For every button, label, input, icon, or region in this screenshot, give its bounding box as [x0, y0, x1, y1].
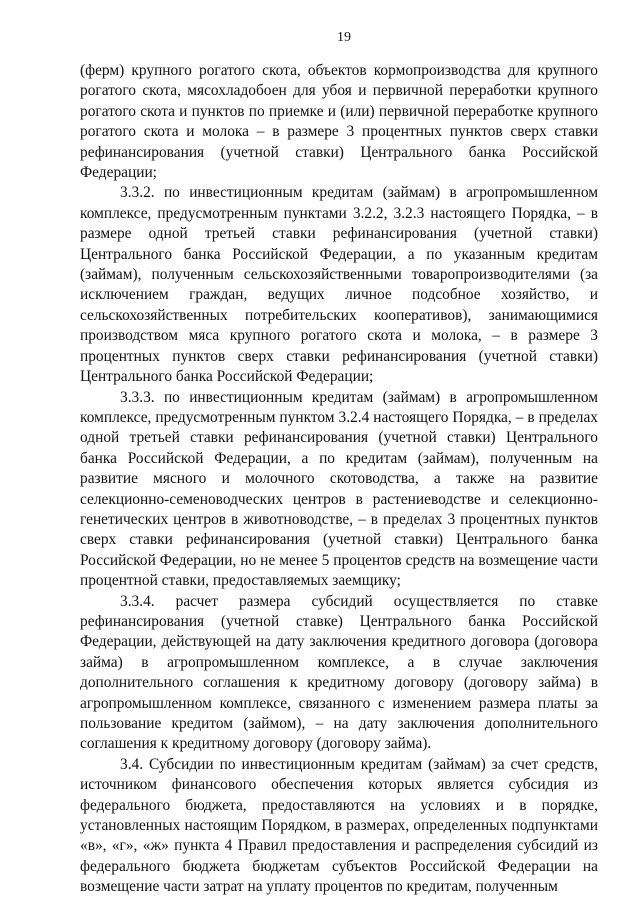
- page-number: 19: [337, 30, 351, 45]
- document-body: [80, 61, 598, 898]
- paragraph-continuation: (ферм) крупного рогатого скота, объектов кормопроизводства для крупного рогатого скота, мясохладобоен для убоя и первичной переработки крупного рогатого скота и пунктов по приемке и (или) первичной переработке крупного рогатого скота и молока – в размере 3 процентных пунктов сверх ставки рефинансирования (учетной ставки) Центрального банка Российской Федерации;: [80, 62, 598, 182]
- paragraph-3-3-2: 3.3.2. по инвестиционным кредитам (займам) в агропромышленном комплексе, предусмотренным пунктами 3.2.2, 3.2.3 настоящего Порядка, – в размере одной третьей ставки рефинансирования (учетной ставки) Центрального банка Российской Федерации, а по указанным кредитам (займам), полученным сельскохозяйственными товаропроизводителями (за исключением граждан, ведущих личное подсобное хозяйство, и сельскохозяйственных потребительских кооперативов), занимающимися производством мяса крупного рогатого скота и молока, – в размере 3 процентных пунктов сверх ставки рефинансирования (учетной ставки) Центрального банка Российской Федерации;: [80, 184, 598, 386]
- paragraph-3-4: 3.4. Субсидии по инвестиционным кредитам (займам) за счет средств, источником финансового обеспечения которых является субсидия из федерального бюджета, предоставляются на условиях и в порядке, установленных настоящим Порядком, в размерах, определенных подпунктами «в», «г», «ж» пункта 4 Правил предоставления и распределения субсидий из федерального бюджета бюджетам субъектов Российской Федерации на возмещение части затрат на уплату процентов по кредитам, полученным: [80, 755, 598, 896]
- paragraph-3-3-4: 3.3.4. расчет размера субсидий осуществляется по ставке рефинансирования (учетной ставке) Центрального банка Российской Федерации, действующей на дату заключения кредитного договора (договора займа) в агропромышленном комплексе, а в случае заключения дополнительного соглашения к кредитному договору (договору займа) в агропромышленном комплексе, связанного с изменением размера платы за пользование кредитом (займом), – на дату заключения дополнительного соглашения к кредитному договору (договору займа).: [80, 592, 598, 753]
- paragraph-3-3-3: 3.3.3. по инвестиционным кредитам (займам) в агропромышленном комплексе, предусмотренным пунктом 3.2.4 настоящего Порядка, – в пределах одной третьей ставки рефинансирования (учетной ставки) Центрального банка Российской Федерации, а по кредитам (займам), полученным на развитие мясного и молочного скотоводства, а также на развитие селекционно-семеноводческих центров в растениеводстве и селекционно-генетических центров в животноводстве, – в пределах 3 процентных пунктов сверх ставки рефинансирования (учетной ставки) Центрального банка Российской Федерации, но не менее 5 процентов средств на возмещение части процентной ставки, предоставляемых заемщику;: [80, 388, 598, 590]
